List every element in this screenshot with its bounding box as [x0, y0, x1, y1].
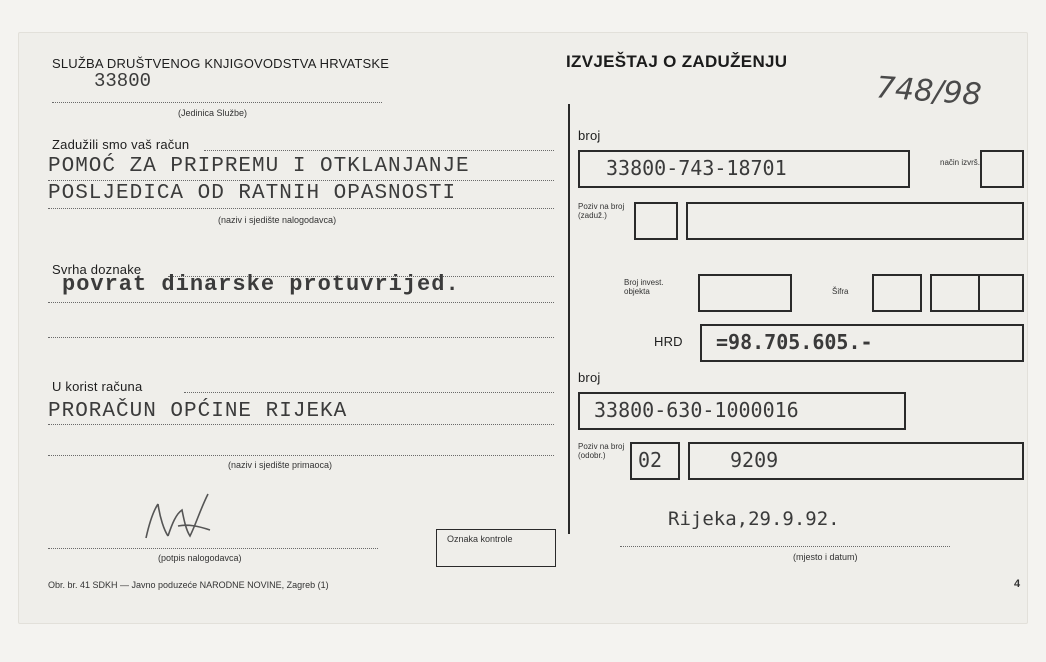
poziv-zaduzenje-model-field [634, 202, 678, 240]
purpose-line-2 [48, 337, 554, 338]
beneficiary-line-2 [48, 455, 554, 456]
purpose-label: Svrha doznake [52, 262, 142, 277]
column-divider [568, 104, 570, 534]
payment-form [18, 32, 1028, 624]
sifra-field-1 [872, 274, 922, 312]
beneficiary-line-1 [48, 424, 554, 425]
signature-caption: (potpis nalogodavca) [158, 553, 242, 563]
page-number: 4 [1014, 578, 1021, 590]
amount-field [700, 324, 1024, 362]
purpose-value: povrat dinarske protuvrijed. [62, 272, 460, 297]
control-box [436, 529, 556, 567]
beneficiary-label: U korist računa [52, 379, 143, 394]
payer-line-2-rule [48, 208, 554, 209]
poziv-zaduzenje-label: Poziv na broj (zaduž.) [578, 202, 625, 220]
sifra-field-3 [978, 274, 1024, 312]
payer-caption: (naziv i sjedište nalogodavca) [218, 215, 337, 225]
reference-field [688, 442, 1024, 480]
currency-label: HRD [654, 334, 683, 349]
poziv-zaduzenje-number-field [686, 202, 1024, 240]
nacin-field [980, 150, 1024, 188]
unit-value: 33800 [94, 70, 152, 92]
organization-name: SLUŽBA DRUŠTVENOG KNJIGOVODSTVA HRVATSKE [52, 56, 390, 71]
poziv-odobrenje-label: Poziv na broj (odobr.) [578, 442, 625, 460]
account-1-field [578, 150, 910, 188]
place-date-caption: (mjesto i datum) [793, 552, 858, 562]
invest-label: Broj invest. objekta [624, 278, 664, 296]
beneficiary-value: PRORAČUN OPĆINE RIJEKA [48, 400, 348, 423]
place-date-line [620, 546, 950, 547]
payer-line-1-rule [48, 180, 554, 181]
signature-mark [138, 480, 228, 546]
broj-label-1: broj [578, 128, 601, 143]
beneficiary-line-top [184, 392, 554, 393]
account-2-value: 33800-630-1000016 [594, 398, 799, 422]
sifra-label: Šifra [832, 287, 849, 296]
form-footer: Obr. br. 41 SDKH — Javno poduzeće NARODNE NOVINE, Zagreb (1) [48, 580, 329, 590]
amount-value: =98.705.605.- [716, 330, 873, 354]
control-label: Oznaka kontrole [447, 534, 513, 544]
nacin-label: način izvrš. [940, 158, 981, 167]
unit-line [52, 102, 382, 103]
invest-field [698, 274, 792, 312]
form-title: IZVJEŠTAJ O ZADUŽENJU [566, 52, 788, 71]
model-field [630, 442, 680, 480]
account-2-field [578, 392, 906, 430]
model-value: 02 [638, 448, 663, 472]
unit-caption: (Jedinica Službe) [178, 108, 248, 118]
account-1-value: 33800-743-18701 [606, 156, 787, 180]
purpose-line-1 [48, 302, 554, 303]
handwritten-number: 748/98 [874, 70, 983, 113]
reference-value: 9209 [730, 448, 779, 472]
place-date-value: Rijeka,29.9.92. [668, 508, 840, 530]
debit-label: Zadužili smo vaš račun [52, 137, 190, 152]
payer-line-1: POMOĆ ZA PRIPREMU I OTKLANJANJE [48, 155, 470, 178]
signature-line [48, 548, 378, 549]
beneficiary-caption: (naziv i sjedište primaoca) [228, 460, 333, 470]
payer-line-2: POSLJEDICA OD RATNIH OPASNOSTI [48, 182, 457, 205]
sifra-field-2 [930, 274, 980, 312]
debit-line [204, 150, 554, 151]
broj-label-2: broj [578, 370, 601, 385]
